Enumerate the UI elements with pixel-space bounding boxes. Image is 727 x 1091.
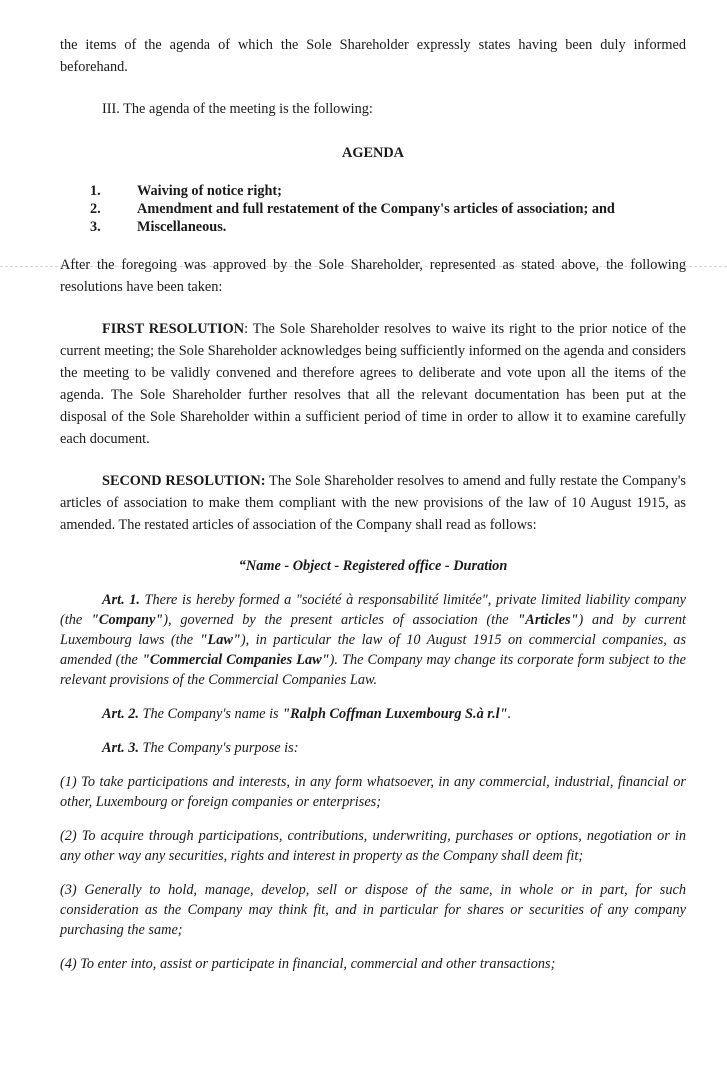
article-1 <box>60 590 686 690</box>
article-1-text: ). The Company may change its corporate form subject to the relevant provisions of the Commercial Companies Law. <box>60 652 686 688</box>
purpose-item: (3) Generally to hold, manage, develop, sell or dispose of the same, in whole or in part, for such consideration as the Company may think fit, and in particular for shares or securities of any company purchasing the same; <box>60 882 686 938</box>
agenda-item-number: 1. <box>90 183 101 199</box>
second-resolution-text: The Sole Shareholder resolves to amend and fully restate the Company's articles of association to make them compliant with the new provisions of the law of 10 August 1915, as amended. The restated articles of association of the Company shall read as follows: <box>60 473 686 533</box>
article-1-label: Art. 1. <box>102 592 140 608</box>
term-company: "Company" <box>90 612 164 628</box>
company-name: "Ralph Coffman Luxembourg S.à r.l" <box>282 706 508 722</box>
document-page <box>60 34 686 988</box>
purpose-item: (1) To take participations and interests, in any form whatsoever, in any commercial, industrial, financial or other, Luxembourg or foreign companies or enterprises; <box>60 774 686 810</box>
article-1-text: ) and by current Luxembourg laws (the <box>60 612 686 648</box>
restated-articles <box>60 556 686 974</box>
first-resolution <box>60 318 686 450</box>
purpose-item: (2) To acquire through participations, contributions, underwriting, purchases or options, negotiation or in any other way any securities, rights and interest in property as the Company shall deem fit; <box>60 828 686 864</box>
term-commercial-companies-law: "Commercial Companies Law" <box>141 652 330 668</box>
agenda-item-number: 2. <box>90 201 101 217</box>
section-iii: III. The agenda of the meeting is the following: <box>102 101 373 117</box>
agenda-item-text: Waiving of notice right; <box>137 183 282 199</box>
article-2-text: The Company's name is <box>138 706 283 722</box>
article-3-text: The Company's purpose is: <box>138 740 299 756</box>
term-articles: "Articles" <box>517 612 579 628</box>
first-resolution-text: : The Sole Shareholder resolves to waive its right to the prior notice of the current meeting; the Sole Shareholder acknowledges being sufficiently informed on the agenda and considers the meeting to be validly convened and therefore agrees to deliberate and vote upon all the items of the agenda. The Sole Shareholder further resolves that all the relevant documentation has been put at the disposal of the Sole Shareholder within a sufficient period of time in order to allow it to examine carefully each document. <box>60 321 686 447</box>
purpose-item: (4) To enter into, assist or participate in financial, commercial and other transactions; <box>60 956 556 972</box>
intro-continuation: the items of the agenda of which the Sole Shareholder expressly states having been duly informed beforehand. <box>60 37 686 75</box>
agenda-item-text: Miscellaneous. <box>137 219 227 235</box>
article-2-label: Art. 2. <box>102 706 139 722</box>
article-1-text: There is hereby formed a "société à responsabilité limitée", private limited liability company (the <box>60 592 686 628</box>
article-1-text: ), in particular the law of 10 August 1915 on commercial companies, as amended (the <box>60 632 687 668</box>
second-resolution <box>60 470 686 536</box>
article-1-text: ), governed by the present articles of association (the <box>163 612 518 628</box>
agenda-title: AGENDA <box>342 145 404 161</box>
agenda-item-text: Amendment and full restatement of the Company's articles of association; and <box>137 201 615 217</box>
agenda-item <box>90 218 686 236</box>
article-2 <box>60 704 686 724</box>
first-resolution-label: FIRST RESOLUTION <box>102 321 245 337</box>
second-resolution-label: SECOND RESOLUTION: <box>102 473 266 489</box>
agenda-item-number: 3. <box>90 219 101 235</box>
agenda-list <box>90 182 686 236</box>
approval-paragraph: After the foregoing was approved by the Sole Shareholder, represented as stated above, the following resolutions have been taken: <box>60 257 686 295</box>
agenda-item <box>90 182 686 200</box>
article-2-end: . <box>507 706 512 722</box>
agenda-item <box>90 200 686 218</box>
articles-heading: “Name - Object - Registered office - Duration <box>238 558 508 574</box>
article-3 <box>60 738 686 758</box>
term-law: "Law" <box>199 632 241 648</box>
article-3-label: Art. 3. <box>102 740 139 756</box>
